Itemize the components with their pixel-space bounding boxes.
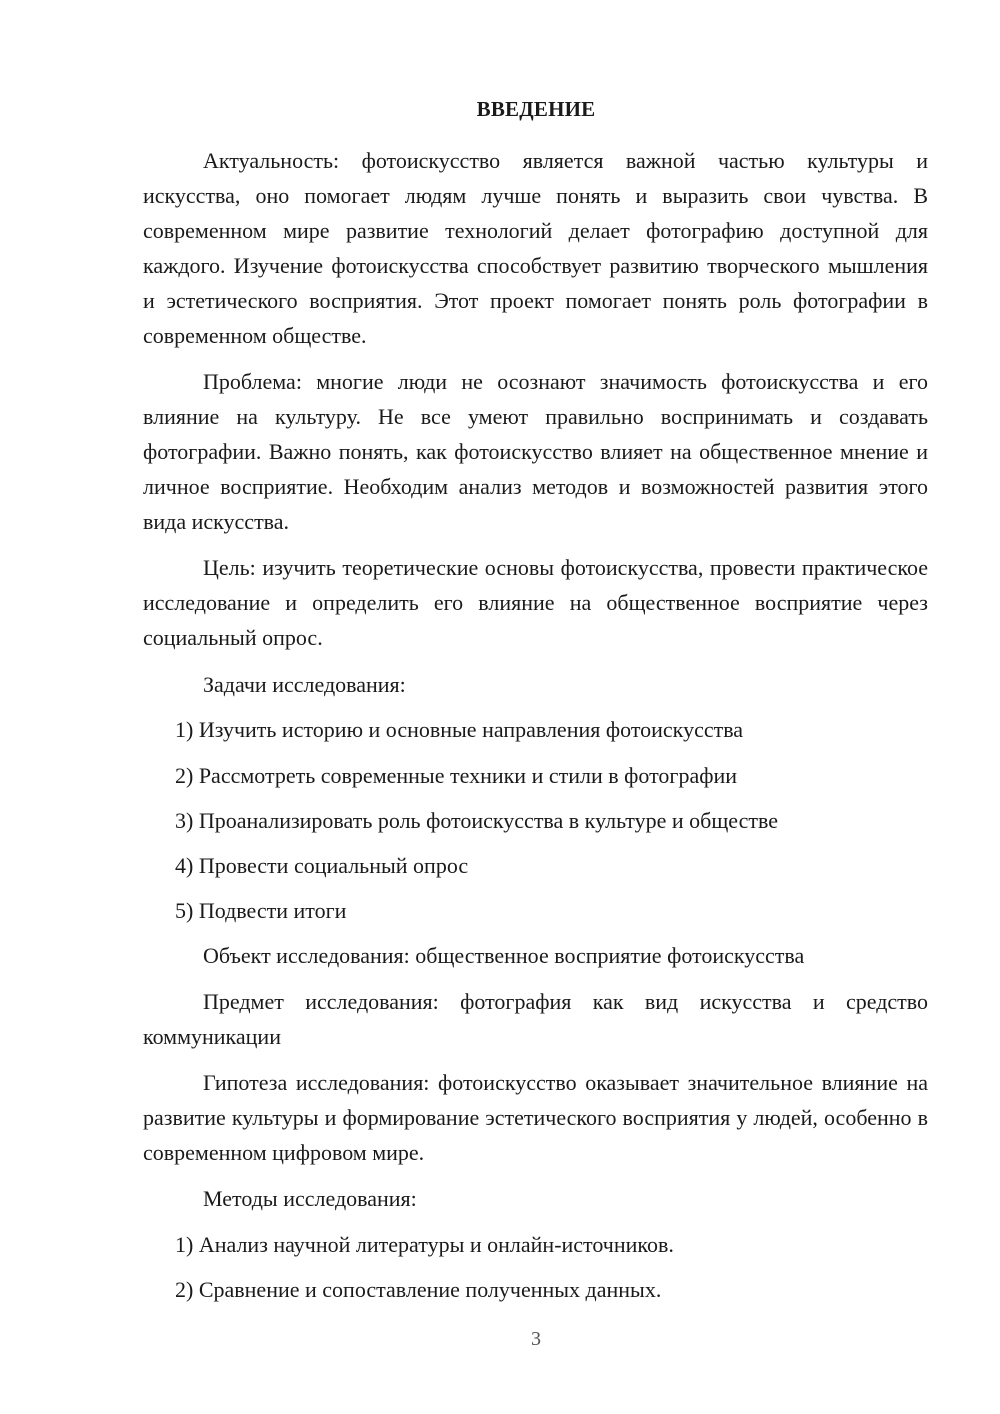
hypothesis-paragraph: Гипотеза исследования: фотоискусство оказывает значительное влияние на развитие культуры и формирование эстетического восприятия у людей, особенно в современном цифровом мире. xyxy=(143,1070,928,1165)
subject-paragraph: Предмет исследования: фотография как вид искусства и средство коммуникации xyxy=(143,989,928,1049)
task-item: 4) Провести социальный опрос xyxy=(175,853,469,878)
relevance-paragraph: Актуальность: фотоискусство является важной частью культуры и искусства, оно помогает людям лучше понять и выразить свои чувства. В современном мире развитие технологий делает фотографию доступной для каждого. Изучение фотоискусства способствует развитию творческого мышления и эстетического восприятия. Этот проект помогает понять роль фотографии в современном обществе. xyxy=(143,148,928,348)
object-paragraph: Объект исследования: общественное восприятие фотоискусства xyxy=(203,943,805,968)
method-item: 1) Анализ научной литературы и онлайн-источников. xyxy=(175,1232,674,1257)
page-number: 3 xyxy=(531,1328,541,1350)
methods-heading: Методы исследования: xyxy=(203,1186,417,1211)
task-item: 1) Изучить историю и основные направления фотоискусства xyxy=(175,717,744,742)
task-item: 2) Рассмотреть современные техники и стили в фотографии xyxy=(175,763,738,788)
method-item: 2) Сравнение и сопоставление полученных данных. xyxy=(175,1277,662,1302)
goal-paragraph: Цель: изучить теоретические основы фотоискусства, провести практическое исследование и определить его влияние на общественное восприятие через социальный опрос. xyxy=(143,555,928,650)
tasks-heading: Задачи исследования: xyxy=(203,672,406,697)
problem-paragraph: Проблема: многие люди не осознают значимость фотоискусства и его влияние на культуру. Не все умеют правильно воспринимать и создавать фотографии. Важно понять, как фотоискусство влияет на общественное мнение и личное восприятие. Необходим анализ методов и возможностей развития этого вида искусства. xyxy=(143,369,928,534)
task-item: 5) Подвести итоги xyxy=(175,898,347,923)
task-item: 3) Проанализировать роль фотоискусства в культуре и обществе xyxy=(175,808,778,833)
section-title: ВВЕДЕНИЕ xyxy=(476,97,596,121)
